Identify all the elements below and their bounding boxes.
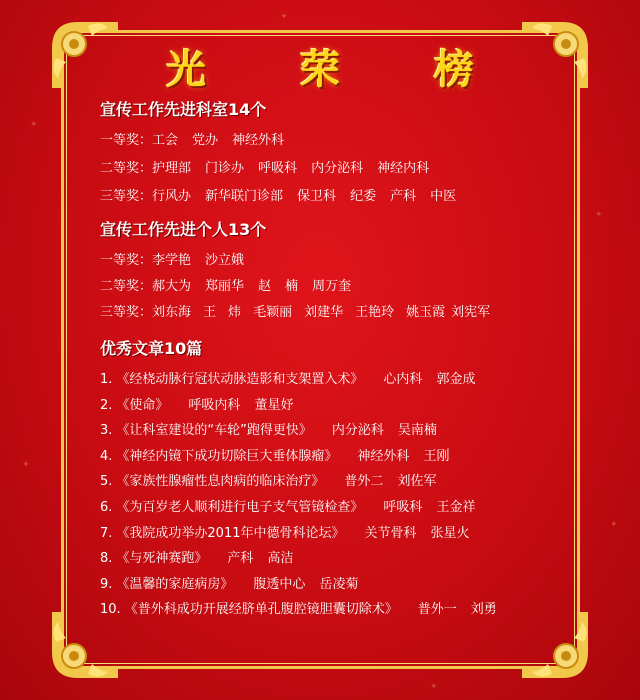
award-item: 门诊办 bbox=[205, 161, 245, 176]
article-department: 普外一 bbox=[417, 602, 457, 618]
sparkle-decoration: ✦ bbox=[610, 520, 618, 530]
article-author: 岳凌菊 bbox=[319, 576, 359, 592]
award-item: 护理部 bbox=[152, 161, 192, 176]
section-heading: 优秀文章10篇 bbox=[100, 339, 203, 358]
article-entry bbox=[100, 522, 470, 541]
article-department: 内分泌科 bbox=[331, 423, 384, 439]
award-label: 三等奖： bbox=[100, 189, 153, 204]
article-author: 王金祥 bbox=[436, 500, 476, 515]
award-item: 王艳玲 bbox=[355, 305, 395, 320]
award-row bbox=[100, 185, 456, 204]
award-row bbox=[100, 301, 490, 320]
article-author: 郭金成 bbox=[436, 372, 476, 387]
article-department: 神经外科 bbox=[357, 448, 410, 464]
award-item: 王 bbox=[203, 305, 217, 320]
award-item: 神经外科 bbox=[232, 133, 285, 148]
article-department: 呼吸内科 bbox=[188, 397, 241, 413]
award-item: 保卫科 bbox=[297, 189, 337, 204]
article-author: 吴南楠 bbox=[397, 423, 437, 439]
award-label: 二等奖： bbox=[100, 279, 153, 294]
page-title: 光 荣 榜 bbox=[166, 46, 514, 93]
award-item: 周万奎 bbox=[312, 279, 352, 294]
article-author: 张星火 bbox=[430, 525, 470, 541]
award-label: 三等奖： bbox=[100, 305, 153, 320]
award-item: 呼吸科 bbox=[258, 161, 298, 176]
article-department: 腹透中心 bbox=[253, 576, 306, 592]
article-number: 3. bbox=[100, 423, 113, 439]
award-label: 一等奖： bbox=[100, 133, 153, 148]
article-entry bbox=[100, 445, 449, 464]
award-item: 纪委 bbox=[350, 189, 377, 204]
article-number: 6. bbox=[100, 500, 113, 515]
award-item: 沙立娥 bbox=[205, 253, 245, 268]
article-entry bbox=[100, 598, 497, 617]
article-entry bbox=[100, 547, 293, 566]
award-item: 产科 bbox=[390, 189, 417, 204]
article-department: 呼吸科 bbox=[383, 500, 423, 515]
award-item: 中医 bbox=[430, 189, 457, 204]
article-number: 5. bbox=[100, 474, 113, 490]
article-title: 《神经内镜下成功切除巨大垂体腺瘤》 bbox=[116, 448, 338, 464]
article-title: 《温馨的家庭病房》 bbox=[116, 576, 234, 592]
award-item: 赵 bbox=[258, 279, 272, 294]
award-row bbox=[100, 275, 351, 294]
sparkle-decoration: ✦ bbox=[430, 682, 438, 692]
section-heading: 宣传工作先进个人13个 bbox=[100, 220, 267, 239]
article-title: 《与死神赛跑》 bbox=[116, 551, 208, 567]
section-heading: 宣传工作先进科室14个 bbox=[100, 100, 267, 119]
article-entry bbox=[100, 573, 358, 592]
article-number: 2. bbox=[100, 397, 113, 413]
award-item: 工会 bbox=[152, 133, 179, 148]
article-number: 7. bbox=[100, 525, 113, 541]
article-entry bbox=[100, 419, 437, 438]
award-item: 郑丽华 bbox=[205, 279, 245, 294]
article-entry bbox=[100, 368, 475, 387]
article-entry bbox=[100, 496, 475, 515]
article-department: 产科 bbox=[227, 551, 254, 567]
article-number: 1. bbox=[100, 372, 113, 387]
award-item: 李学艳 bbox=[152, 253, 192, 268]
award-label: 二等奖： bbox=[100, 161, 153, 176]
article-title: 《让科室建设的“车轮”跑得更快》 bbox=[116, 423, 312, 439]
award-item: 新华联门诊部 bbox=[205, 189, 284, 204]
article-entry bbox=[100, 394, 293, 413]
award-item: 党办 bbox=[192, 133, 219, 148]
article-author: 王刚 bbox=[423, 448, 450, 464]
article-number: 9. bbox=[100, 576, 113, 592]
award-item: 神经内科 bbox=[377, 161, 430, 176]
article-entry bbox=[100, 470, 436, 489]
award-item: 内分泌科 bbox=[311, 161, 364, 176]
award-item: 炜 bbox=[228, 305, 242, 320]
sparkle-decoration: ✦ bbox=[30, 120, 38, 130]
award-item: 楠 bbox=[285, 279, 299, 294]
corner-ornament-icon bbox=[48, 608, 122, 682]
award-item: 刘宪军 bbox=[451, 305, 491, 320]
corner-ornament-icon bbox=[518, 608, 592, 682]
article-author: 刘佐军 bbox=[397, 474, 437, 490]
article-title: 《使命》 bbox=[116, 397, 169, 413]
award-row bbox=[100, 129, 284, 148]
article-title: 《为百岁老人顺利进行电子支气管镜检查》 bbox=[116, 500, 364, 515]
article-number: 4. bbox=[100, 448, 113, 464]
award-item: 刘东海 bbox=[152, 305, 192, 320]
award-item: 行风办 bbox=[152, 189, 192, 204]
article-number: 8. bbox=[100, 551, 113, 567]
award-item: 毛颖丽 bbox=[253, 305, 293, 320]
article-title: 《我院成功举办2011年中德骨科论坛》 bbox=[116, 525, 345, 541]
sparkle-decoration: ✦ bbox=[22, 460, 30, 470]
article-author: 高洁 bbox=[267, 551, 294, 567]
award-row bbox=[100, 249, 244, 268]
award-row bbox=[100, 157, 429, 176]
award-item: 姚玉霞 bbox=[406, 305, 446, 320]
article-department: 关节骨科 bbox=[364, 525, 417, 541]
article-title: 《经桡动脉行冠状动脉造影和支架置入术》 bbox=[116, 372, 364, 387]
sparkle-decoration: ✦ bbox=[280, 12, 288, 22]
article-department: 心内科 bbox=[383, 372, 423, 387]
sparkle-decoration: ✦ bbox=[595, 210, 603, 220]
article-number: 10. bbox=[100, 602, 121, 618]
article-author: 董星妤 bbox=[254, 397, 294, 413]
award-label: 一等奖： bbox=[100, 253, 153, 268]
article-department: 普外二 bbox=[344, 474, 384, 490]
article-author: 刘勇 bbox=[470, 602, 497, 618]
award-item: 刘建华 bbox=[304, 305, 344, 320]
article-title: 《家族性腺瘤性息肉病的临床治疗》 bbox=[116, 474, 325, 490]
article-title: 《普外科成功开展经脐单孔腹腔镜胆囊切除术》 bbox=[124, 602, 398, 618]
award-item: 郝大为 bbox=[152, 279, 192, 294]
